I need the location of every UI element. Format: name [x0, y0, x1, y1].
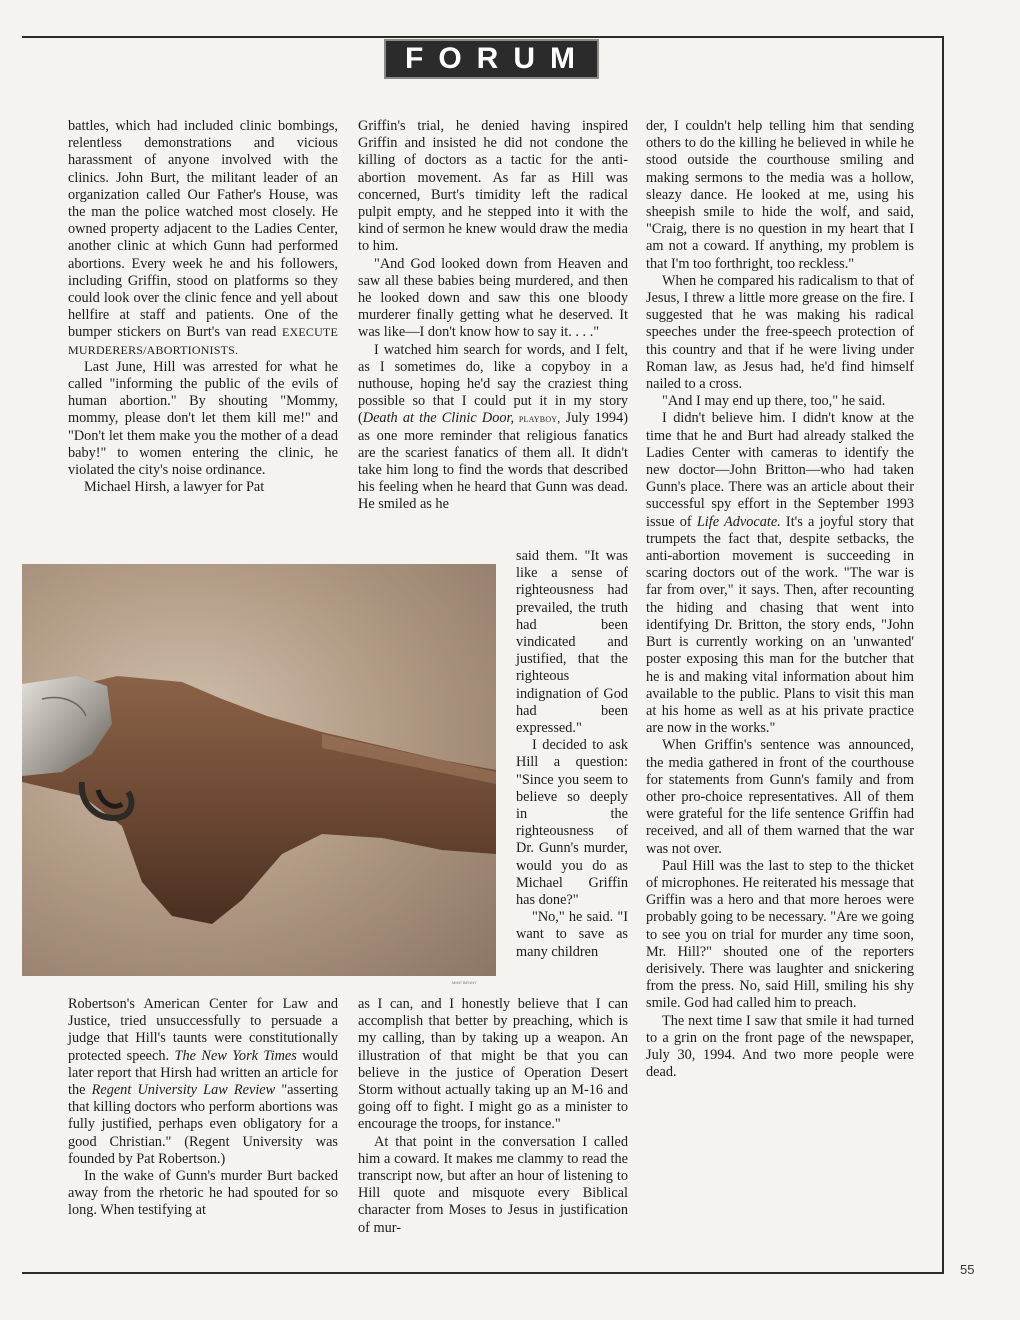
article-title: Death at the Clinic Door, — [362, 410, 515, 427]
paragraph: The next time I saw that smile it had turned to a grin on the front page of the newspaper, July 30, 1994. And two more people were dead. — [646, 1012, 914, 1081]
column-2-bottom — [358, 996, 628, 1237]
paragraph: When he compared his radicalism to that of Jesus, I threw a little more grease on the fire. I suggested that he was making his radical speeches under the free-speech protection of this country and that if he were living under Roman law, as Jesus had, he'd find himself nailed to a cross. — [646, 272, 914, 393]
shotgun-illustration — [22, 564, 496, 976]
paragraph: I decided to ask Hill a question: "Since you seem to believe so deeply in the righteousness of Dr. Gunn's murder, would you do as Michael Griffin has done?" — [516, 737, 628, 909]
publication-name: Regent University Law Review — [91, 1082, 276, 1099]
column-1-top — [68, 118, 338, 496]
magazine-name: playboy, — [514, 411, 561, 426]
paragraph: "And God looked down from Heaven and saw all these babies being murdered, and then he looked down and saw this one bloody murderer finally getting what he deserved. It was like—I don't know how to say it. . . ." — [358, 255, 628, 341]
paragraph: When Griffin's sentence was announced, the media gathered in front of the courthouse for statements from Gunn's family and from other pro-choice representatives. All of them were grateful for the life sentence Griffin had received, and all of them warned that the war was not over. — [646, 737, 914, 857]
column-2-wrap — [516, 548, 628, 961]
paragraph: Michael Hirsh, a lawyer for Pat — [84, 479, 265, 496]
page-frame-right-rule — [942, 36, 944, 1274]
paragraph: In the wake of Gunn's murder Burt backed away from the rhetoric he had spouted for so long. When testifying at — [68, 1168, 338, 1219]
paragraph-text: battles, which had included clinic bombings, relentless demonstrations and vicious harassment of anyone involved with the clinics. John Burt, the militant leader of an organization called Our Father's House, was the man the police watched most closely. He owned property adjacent to the Ladies Center, another clinic at which Gunn had performed abortions. Every week he and his followers, including Griffin, stood on platforms so they could look over the clinic fence and yell about hellfire at staff and patients. One of the bumper stickers on Burt's van read — [68, 118, 338, 341]
bumper-sticker-text: EXECUTE MURDERERS/ABORTIONISTS. — [68, 325, 338, 357]
paragraph-text: Robertson's American Center for Law and Justice, tried unsuccessfully to persuade a judge that Hill's taunts were constitutionally protected speech. — [68, 996, 338, 1064]
shotgun-photo — [22, 564, 496, 976]
paragraph: Griffin's trial, he denied having inspired Griffin and insisted he did not condone the killing of doctors as a tactic for the anti-abortion movement. As far as Hill was concerned, Burt's timidity left the radical pulpit empty, and he stepped into it with the kind of sermon he knew would draw the media to him. — [358, 118, 628, 255]
publication-name: Life Advocate. — [696, 513, 781, 530]
column-1-bottom — [68, 996, 338, 1220]
paragraph — [358, 342, 628, 514]
column-3 — [646, 118, 914, 1081]
paragraph: Last June, Hill was arrested for what he called "informing the public of the evils of human abortion." By shouting "Mommy, mommy, please don't let them kill me!" and "Don't let them make you the mother of a dead baby!" to women entering the clinic, he violated the city's noise ordinance. — [68, 358, 338, 479]
paragraph: Paul Hill was the last to step to the thicket of microphones. He reiterated his message that Griffin was a hero and that more heroes were probably going to be necessary. "Are we going to see you on trial for murder any time soon, Mr. Hill?" shouted one of the reporters derisively. There was laughter and snickering from the press. No, said Hill, smiling his shy smile. God had called him to preach. — [646, 857, 914, 1012]
paragraph: said them. "It was like a sense of righteousness had prevailed, the truth had been vindicated and justified, that the righteous indignation of God had been expressed." — [516, 548, 628, 737]
publication-name: The New York Times — [174, 1047, 297, 1064]
section-title: FORUM — [405, 42, 590, 75]
paragraph-text: July 1994) as one more reminder that religious fanatics are the scariest fanatics of them all. It didn't take him long to find the words that described his feeling when he heard that Gunn was dead. He smiled as he — [358, 410, 628, 513]
paragraph: der, I couldn't help telling him that sending others to do the killing he believed in while he stood outside the courthouse smiling and making sermons to the media was a hollow, sleazy dance. He looked at me, using his sheepish smile to hide the wolf, and said, "Craig, there is no question in my heart that I am not a coward. If anything, my problem is that I'm too forthright, too reckless." — [646, 118, 914, 272]
paragraph: "And I may end up there, too," he said. — [662, 393, 886, 410]
paragraph-text: It's a joyful story that trumpets the fact that, despite setbacks, the anti-abortion movement is succeeding in scaring doctors out of the work. "The war is far from over," it says. Then, after recounting the hiding and chasing that went into identifying Dr. Britton, the story ends, "John Burt is currently working on an 'unwanted' poster exposing this man for the butcher that he is and making vital information about him available to the public. Plans to visit this man at his home as well as at his private practice are now in the works." — [646, 513, 914, 737]
paragraph — [68, 996, 338, 1168]
paragraph-text: "asserting that killing doctors who perform abortions was fully justified, perhaps even obligatory for a good Christian." (Regent University was founded by Pat Robertson.) — [68, 1082, 339, 1167]
paragraph-text: I didn't believe him. I didn't know at the time that he and Burt had already stalked the Ladies Center with cameras to identify the new doctor—John Britton—who had taken Gunn's place. There was an article about their successful spy effort in the September 1993 issue of — [646, 410, 914, 530]
column-2-top — [358, 118, 628, 514]
section-header-forum — [384, 39, 599, 79]
page-frame-top-rule — [22, 36, 944, 38]
paragraph: as I can, and I honestly believe that I can accomplish that better by preaching, which is my calling, than by taking up a weapon. An illustration of that might be that you can believe in the justice of Operation Desert Storm without actually taking up an M-16 and going off to fight. I might go as a minister to encourage the troops, for instance." — [358, 996, 628, 1133]
page-number: 55 — [960, 1262, 975, 1277]
paragraph-text: I watched him search for words, and I felt, as I sometimes do, like a copyboy in a nuthouse, hoping he'd say the craziest thing possible so that I could put it in my story ( — [358, 341, 628, 427]
paragraph: At that point in the conversation I called him a coward. It makes me clammy to read the transcript now, but after an hour of listening to Hill quote and misquote every Biblical character from Moses to Jesus in justification of mur- — [358, 1133, 628, 1236]
paragraph-text: would later report that Hirsh had written an article for the — [68, 1047, 338, 1099]
paragraph: "No," he said. "I want to save as many children — [516, 909, 628, 960]
paragraph — [646, 410, 914, 737]
paragraph — [68, 118, 338, 359]
photo-credit: MIKE BENNY — [452, 980, 477, 985]
page-frame-bottom-rule — [22, 1272, 944, 1274]
